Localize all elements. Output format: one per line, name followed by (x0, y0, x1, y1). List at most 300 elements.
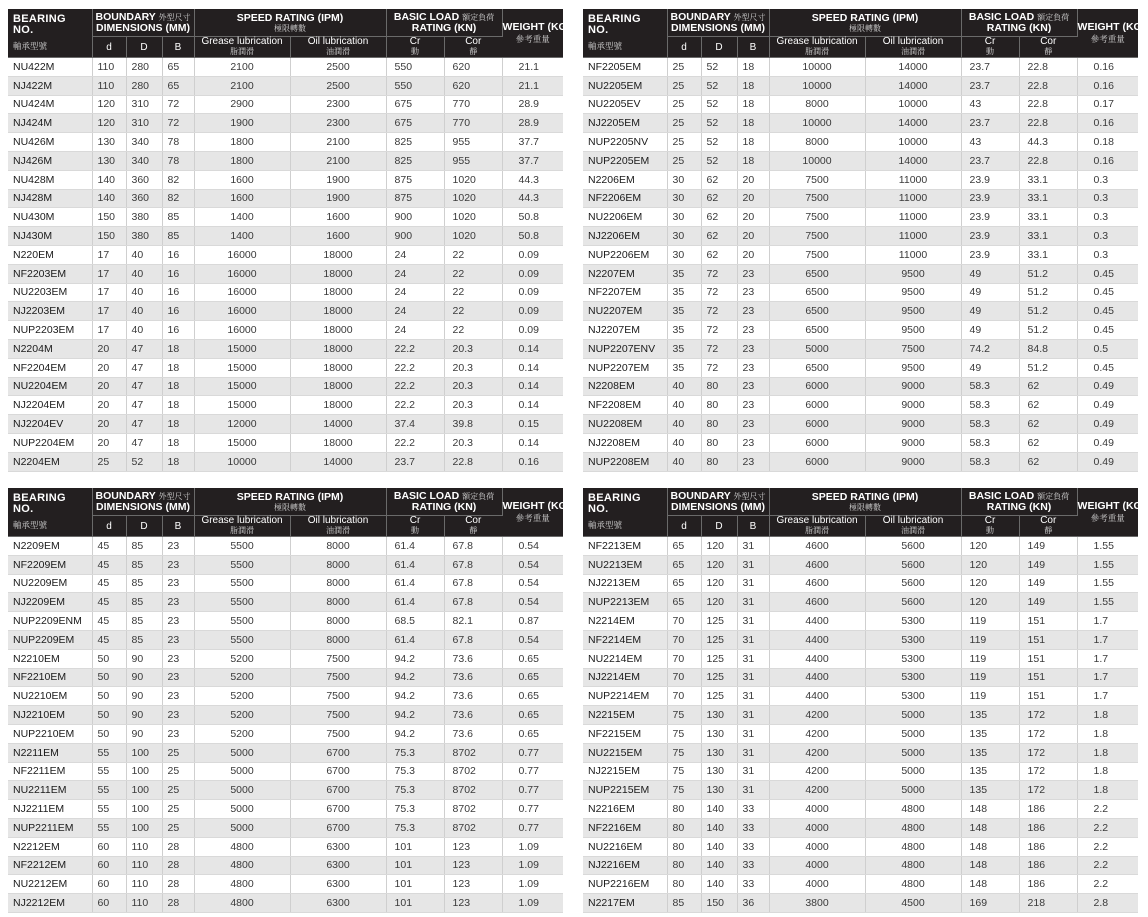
table-row (8, 612, 563, 631)
cell-load-cor: 172 (1019, 743, 1077, 762)
cell-speed-grease: 1400 (194, 227, 290, 246)
cell-dim-D: 52 (701, 151, 737, 170)
cell-speed-grease: 1600 (194, 189, 290, 208)
cell-dim-D: 47 (126, 339, 162, 358)
col-cr: Cr 動 (386, 37, 444, 58)
cell-dim-D: 52 (701, 76, 737, 95)
cell-load-cor: 955 (444, 151, 502, 170)
cell-load-cr: 75.3 (386, 781, 444, 800)
cell-speed-oil: 4800 (865, 875, 961, 894)
table-row (583, 574, 1138, 593)
col-cor: Cor 靜 (1019, 516, 1077, 537)
cell-speed-oil: 10000 (865, 133, 961, 152)
cell-load-cr: 148 (961, 875, 1019, 894)
cell-load-cor: 620 (444, 76, 502, 95)
cell-load-cor: 770 (444, 95, 502, 114)
cell-load-cr: 58.3 (961, 415, 1019, 434)
cell-bearing-no: NU2214EM (583, 649, 667, 668)
cell-speed-grease: 5500 (194, 555, 290, 574)
cell-speed-oil: 9000 (865, 433, 961, 452)
cell-dim-D: 52 (701, 114, 737, 133)
col-bearing-no: BEARING NO. 軸承型號 (583, 488, 667, 537)
cell-dim-B: 72 (162, 114, 194, 133)
cell-dim-B: 28 (162, 837, 194, 856)
cell-bearing-no: NUP2204EM (8, 433, 92, 452)
col-cr: Cr 動 (961, 37, 1019, 58)
cell-load-cr: 148 (961, 837, 1019, 856)
cell-bearing-no: NJ428M (8, 189, 92, 208)
table-row (583, 555, 1138, 574)
cell-weight: 2.2 (1077, 818, 1138, 837)
cell-speed-grease: 12000 (194, 415, 290, 434)
cell-load-cor: 770 (444, 114, 502, 133)
cell-speed-oil: 11000 (865, 189, 961, 208)
col-basic-load: BASIC LOAD 額定負荷 RATING (KN) (386, 9, 502, 37)
cell-weight: 0.16 (1077, 114, 1138, 133)
cell-load-cr: 75.3 (386, 818, 444, 837)
cell-weight: 0.14 (502, 433, 563, 452)
cell-speed-oil: 5300 (865, 687, 961, 706)
cell-speed-oil: 6300 (290, 875, 386, 894)
cell-weight: 0.3 (1077, 227, 1138, 246)
cell-load-cor: 172 (1019, 706, 1077, 725)
cell-bearing-no: NF2211EM (8, 762, 92, 781)
col-oil: Oil lubrication 油潤滑 (290, 516, 386, 537)
cell-weight: 0.45 (1077, 358, 1138, 377)
cell-dim-d: 17 (92, 321, 126, 340)
cell-weight: 0.09 (502, 245, 563, 264)
cell-bearing-no: NUP2206EM (583, 245, 667, 264)
cell-bearing-no: N2214EM (583, 612, 667, 631)
cell-weight: 0.77 (502, 762, 563, 781)
cell-dim-d: 75 (667, 762, 701, 781)
table-row (583, 706, 1138, 725)
cell-dim-D: 110 (126, 856, 162, 875)
table-row (583, 649, 1138, 668)
cell-dim-d: 55 (92, 818, 126, 837)
cell-bearing-no: NUP2207ENV (583, 339, 667, 358)
cell-dim-D: 90 (126, 687, 162, 706)
cell-bearing-no: NU2212EM (8, 875, 92, 894)
col-speed-rating: SPEED RATING (IPM) 極限轉數 (194, 9, 386, 37)
cell-dim-d: 50 (92, 724, 126, 743)
col-B: B (162, 516, 194, 537)
cell-speed-oil: 5300 (865, 630, 961, 649)
col-basic-load: BASIC LOAD 額定負荷 RATING (KN) (386, 488, 502, 516)
cell-load-cor: 172 (1019, 781, 1077, 800)
col-cr: Cr 動 (961, 516, 1019, 537)
table-row (8, 283, 563, 302)
cell-speed-oil: 4500 (865, 894, 961, 913)
cell-bearing-no: NUP2207EM (583, 358, 667, 377)
col-boundary-dimensions: BOUNDARY 外型尺寸 DIMENSIONS (MM) (667, 488, 769, 516)
cell-load-cor: 51.2 (1019, 283, 1077, 302)
cell-dim-d: 75 (667, 724, 701, 743)
cell-load-cr: 24 (386, 264, 444, 283)
cell-speed-grease: 4200 (769, 724, 865, 743)
cell-load-cr: 119 (961, 630, 1019, 649)
table-row (583, 339, 1138, 358)
table-row (583, 283, 1138, 302)
cell-speed-grease: 5200 (194, 687, 290, 706)
cell-load-cor: 186 (1019, 800, 1077, 819)
bearing-table (8, 9, 571, 472)
cell-bearing-no: NF2214EM (583, 630, 667, 649)
cell-weight: 0.14 (502, 396, 563, 415)
table-row (583, 668, 1138, 687)
cell-dim-D: 52 (701, 133, 737, 152)
cell-bearing-no: N2207EM (583, 264, 667, 283)
cell-speed-grease: 4200 (769, 743, 865, 762)
table-row (8, 208, 563, 227)
cell-weight: 2.2 (1077, 875, 1138, 894)
cell-dim-D: 140 (701, 856, 737, 875)
cell-bearing-no: NU2207EM (583, 302, 667, 321)
cell-bearing-no: NJ2205EM (583, 114, 667, 133)
cell-speed-oil: 5000 (865, 781, 961, 800)
cell-load-cor: 149 (1019, 537, 1077, 556)
cell-dim-d: 35 (667, 321, 701, 340)
table-row (583, 800, 1138, 819)
cell-bearing-no: NU426M (8, 133, 92, 152)
cell-dim-D: 130 (701, 781, 737, 800)
cell-speed-grease: 5200 (194, 668, 290, 687)
cell-weight: 44.3 (502, 189, 563, 208)
cell-speed-oil: 1600 (290, 208, 386, 227)
cell-dim-B: 18 (162, 339, 194, 358)
cell-speed-oil: 7500 (290, 649, 386, 668)
cell-weight: 1.55 (1077, 537, 1138, 556)
cell-weight: 0.65 (502, 706, 563, 725)
col-grease: Grease lubrication 脂潤滑 (769, 37, 865, 58)
cell-load-cor: 123 (444, 894, 502, 913)
cell-speed-grease: 4000 (769, 800, 865, 819)
table-row (8, 133, 563, 152)
cell-speed-oil: 6300 (290, 837, 386, 856)
table-row (583, 95, 1138, 114)
cell-load-cor: 1020 (444, 170, 502, 189)
cell-bearing-no: NF2212EM (8, 856, 92, 875)
cell-speed-oil: 1900 (290, 170, 386, 189)
cell-weight: 0.09 (502, 302, 563, 321)
cell-speed-grease: 2900 (194, 95, 290, 114)
cell-dim-d: 25 (667, 76, 701, 95)
col-B: B (737, 516, 769, 537)
cell-dim-B: 28 (162, 894, 194, 913)
cell-speed-oil: 9500 (865, 283, 961, 302)
cell-dim-d: 40 (667, 433, 701, 452)
cell-load-cr: 550 (386, 58, 444, 77)
col-cr: Cr 動 (386, 516, 444, 537)
cell-dim-D: 280 (126, 58, 162, 77)
cell-dim-d: 25 (92, 452, 126, 471)
table-body (583, 537, 1138, 913)
cell-speed-oil: 18000 (290, 264, 386, 283)
cell-load-cr: 148 (961, 818, 1019, 837)
table-row (8, 818, 563, 837)
cell-dim-D: 52 (701, 95, 737, 114)
cell-weight: 0.65 (502, 687, 563, 706)
cell-dim-B: 16 (162, 245, 194, 264)
cell-weight: 0.54 (502, 574, 563, 593)
cell-weight: 0.49 (1077, 433, 1138, 452)
col-cor: Cor 靜 (444, 37, 502, 58)
cell-speed-grease: 6000 (769, 377, 865, 396)
table-row (8, 724, 563, 743)
table-row (8, 593, 563, 612)
cell-weight: 37.7 (502, 151, 563, 170)
cell-bearing-no: NU2216EM (583, 837, 667, 856)
cell-speed-grease: 1900 (194, 114, 290, 133)
cell-dim-D: 80 (701, 415, 737, 434)
cell-weight: 28.9 (502, 95, 563, 114)
cell-load-cr: 23.9 (961, 170, 1019, 189)
cell-speed-grease: 1600 (194, 170, 290, 189)
cell-speed-oil: 11000 (865, 245, 961, 264)
cell-load-cor: 67.8 (444, 537, 502, 556)
cell-weight: 0.14 (502, 339, 563, 358)
cell-bearing-no: NUP2210EM (8, 724, 92, 743)
cell-dim-D: 62 (701, 245, 737, 264)
cell-dim-B: 31 (737, 687, 769, 706)
cell-load-cr: 119 (961, 612, 1019, 631)
table-row (583, 875, 1138, 894)
cell-load-cr: 24 (386, 283, 444, 302)
cell-load-cor: 20.3 (444, 377, 502, 396)
cell-dim-B: 18 (162, 452, 194, 471)
cell-load-cr: 94.2 (386, 649, 444, 668)
cell-speed-grease: 10000 (769, 114, 865, 133)
col-D: D (701, 516, 737, 537)
cell-bearing-no: NF2206EM (583, 189, 667, 208)
cell-dim-B: 65 (162, 58, 194, 77)
cell-speed-oil: 2300 (290, 114, 386, 133)
table-row (583, 58, 1138, 77)
cell-load-cor: 73.6 (444, 687, 502, 706)
cell-speed-oil: 9500 (865, 302, 961, 321)
table-row (583, 245, 1138, 264)
cell-weight: 1.7 (1077, 687, 1138, 706)
cell-bearing-no: NJ2211EM (8, 800, 92, 819)
cell-speed-oil: 5600 (865, 555, 961, 574)
cell-bearing-no: NJ2214EM (583, 668, 667, 687)
cell-load-cor: 62 (1019, 396, 1077, 415)
cell-bearing-no: NU2209EM (8, 574, 92, 593)
cell-speed-oil: 1600 (290, 227, 386, 246)
cell-dim-B: 25 (162, 743, 194, 762)
cell-bearing-no: NU2213EM (583, 555, 667, 574)
cell-dim-d: 45 (92, 612, 126, 631)
cell-load-cor: 62 (1019, 433, 1077, 452)
table-row (583, 76, 1138, 95)
cell-dim-B: 23 (162, 724, 194, 743)
cell-dim-d: 120 (92, 114, 126, 133)
cell-load-cr: 23.9 (961, 208, 1019, 227)
cell-dim-d: 130 (92, 151, 126, 170)
cell-load-cr: 22.2 (386, 433, 444, 452)
cell-load-cor: 1020 (444, 227, 502, 246)
cell-speed-grease: 4600 (769, 593, 865, 612)
cell-weight: 1.09 (502, 894, 563, 913)
cell-speed-grease: 4000 (769, 856, 865, 875)
col-weight: WEIGHT (KG) 參考重量 (502, 488, 563, 537)
cell-dim-d: 60 (92, 856, 126, 875)
table-body (8, 58, 563, 472)
cell-load-cr: 101 (386, 894, 444, 913)
cell-weight: 0.54 (502, 630, 563, 649)
col-weight: WEIGHT (KG) 參考重量 (502, 9, 563, 58)
cell-bearing-no: NJ2206EM (583, 227, 667, 246)
cell-load-cr: 49 (961, 358, 1019, 377)
cell-dim-B: 23 (737, 264, 769, 283)
cell-weight: 1.09 (502, 875, 563, 894)
cell-speed-oil: 5300 (865, 649, 961, 668)
cell-load-cr: 148 (961, 800, 1019, 819)
cell-load-cor: 955 (444, 133, 502, 152)
cell-bearing-no: NU2205EV (583, 95, 667, 114)
cell-load-cr: 22.2 (386, 377, 444, 396)
cell-speed-grease: 5200 (194, 649, 290, 668)
cell-weight: 1.8 (1077, 743, 1138, 762)
cell-dim-D: 100 (126, 743, 162, 762)
col-speed-rating: SPEED RATING (IPM) 極限轉數 (769, 488, 961, 516)
table-row (8, 875, 563, 894)
table-row (8, 743, 563, 762)
cell-weight: 50.8 (502, 208, 563, 227)
cell-dim-B: 18 (737, 133, 769, 152)
cell-weight: 0.49 (1077, 377, 1138, 396)
cell-speed-grease: 6000 (769, 396, 865, 415)
table-body (583, 58, 1138, 472)
cell-load-cr: 43 (961, 95, 1019, 114)
cell-load-cor: 22.8 (1019, 58, 1077, 77)
cell-load-cr: 75.3 (386, 800, 444, 819)
cell-speed-oil: 9000 (865, 396, 961, 415)
table-row (583, 593, 1138, 612)
cell-speed-oil: 18000 (290, 283, 386, 302)
cell-dim-D: 85 (126, 612, 162, 631)
cell-weight: 2.2 (1077, 856, 1138, 875)
cell-speed-oil: 18000 (290, 396, 386, 415)
cell-dim-D: 47 (126, 433, 162, 452)
cell-weight: 0.45 (1077, 283, 1138, 302)
cell-speed-oil: 9000 (865, 452, 961, 471)
cell-dim-D: 85 (126, 537, 162, 556)
cell-weight: 0.49 (1077, 415, 1138, 434)
cell-load-cor: 123 (444, 856, 502, 875)
cell-load-cor: 1020 (444, 208, 502, 227)
cell-dim-d: 70 (667, 612, 701, 631)
cell-load-cor: 22 (444, 245, 502, 264)
cell-dim-B: 18 (162, 358, 194, 377)
cell-load-cor: 22 (444, 321, 502, 340)
cell-load-cr: 119 (961, 649, 1019, 668)
cell-speed-grease: 2100 (194, 58, 290, 77)
cell-dim-B: 31 (737, 762, 769, 781)
cell-dim-D: 310 (126, 95, 162, 114)
cell-bearing-no: NJ2208EM (583, 433, 667, 452)
cell-speed-grease: 4800 (194, 837, 290, 856)
cell-load-cr: 120 (961, 537, 1019, 556)
cell-dim-D: 72 (701, 321, 737, 340)
cell-load-cr: 74.2 (961, 339, 1019, 358)
table-row (8, 151, 563, 170)
cell-load-cor: 8702 (444, 743, 502, 762)
cell-dim-B: 28 (162, 856, 194, 875)
table-row (583, 781, 1138, 800)
cell-load-cr: 675 (386, 95, 444, 114)
cell-dim-d: 150 (92, 227, 126, 246)
cell-bearing-no: NJ2216EM (583, 856, 667, 875)
cell-weight: 0.54 (502, 593, 563, 612)
cell-bearing-no: NJ2207EM (583, 321, 667, 340)
table-row (583, 537, 1138, 556)
cell-bearing-no: N2217EM (583, 894, 667, 913)
cell-bearing-no: NJ2215EM (583, 762, 667, 781)
cell-bearing-no: N2216EM (583, 800, 667, 819)
cell-load-cr: 675 (386, 114, 444, 133)
cell-dim-B: 18 (737, 76, 769, 95)
cell-load-cr: 135 (961, 706, 1019, 725)
table-row (8, 856, 563, 875)
cell-speed-grease: 7500 (769, 227, 865, 246)
cell-speed-grease: 4400 (769, 630, 865, 649)
cell-speed-oil: 6300 (290, 856, 386, 875)
cell-dim-d: 70 (667, 649, 701, 668)
cell-load-cor: 22.8 (1019, 114, 1077, 133)
cell-dim-d: 30 (667, 245, 701, 264)
cell-dim-d: 20 (92, 339, 126, 358)
cell-dim-d: 65 (667, 574, 701, 593)
cell-dim-D: 80 (701, 396, 737, 415)
cell-dim-B: 25 (162, 781, 194, 800)
cell-dim-B: 33 (737, 875, 769, 894)
cell-speed-grease: 6000 (769, 415, 865, 434)
table-row (8, 170, 563, 189)
cell-load-cor: 22 (444, 283, 502, 302)
table-bottom-right (583, 488, 1146, 913)
cell-dim-d: 25 (667, 95, 701, 114)
cell-dim-D: 90 (126, 649, 162, 668)
cell-speed-grease: 5500 (194, 593, 290, 612)
cell-load-cr: 58.3 (961, 452, 1019, 471)
cell-load-cr: 101 (386, 875, 444, 894)
col-speed-rating: SPEED RATING (IPM) 極限轉數 (194, 488, 386, 516)
cell-speed-grease: 10000 (769, 151, 865, 170)
cell-dim-D: 360 (126, 170, 162, 189)
cell-bearing-no: NUP2205EM (583, 151, 667, 170)
table-row (583, 433, 1138, 452)
cell-dim-d: 75 (667, 706, 701, 725)
cell-speed-oil: 4800 (865, 818, 961, 837)
cell-bearing-no: NU2205EM (583, 76, 667, 95)
col-D: D (126, 37, 162, 58)
cell-load-cor: 62 (1019, 452, 1077, 471)
cell-dim-D: 85 (126, 593, 162, 612)
table-row (583, 133, 1138, 152)
cell-weight: 1.7 (1077, 612, 1138, 631)
cell-speed-oil: 14000 (865, 58, 961, 77)
cell-speed-grease: 4600 (769, 555, 865, 574)
cell-bearing-no: NJ424M (8, 114, 92, 133)
cell-dim-B: 31 (737, 668, 769, 687)
col-bearing-no: BEARING NO. 軸承型號 (8, 488, 92, 537)
cell-speed-oil: 9500 (865, 321, 961, 340)
table-row (583, 724, 1138, 743)
cell-weight: 1.8 (1077, 724, 1138, 743)
cell-load-cor: 151 (1019, 612, 1077, 631)
cell-load-cor: 149 (1019, 593, 1077, 612)
